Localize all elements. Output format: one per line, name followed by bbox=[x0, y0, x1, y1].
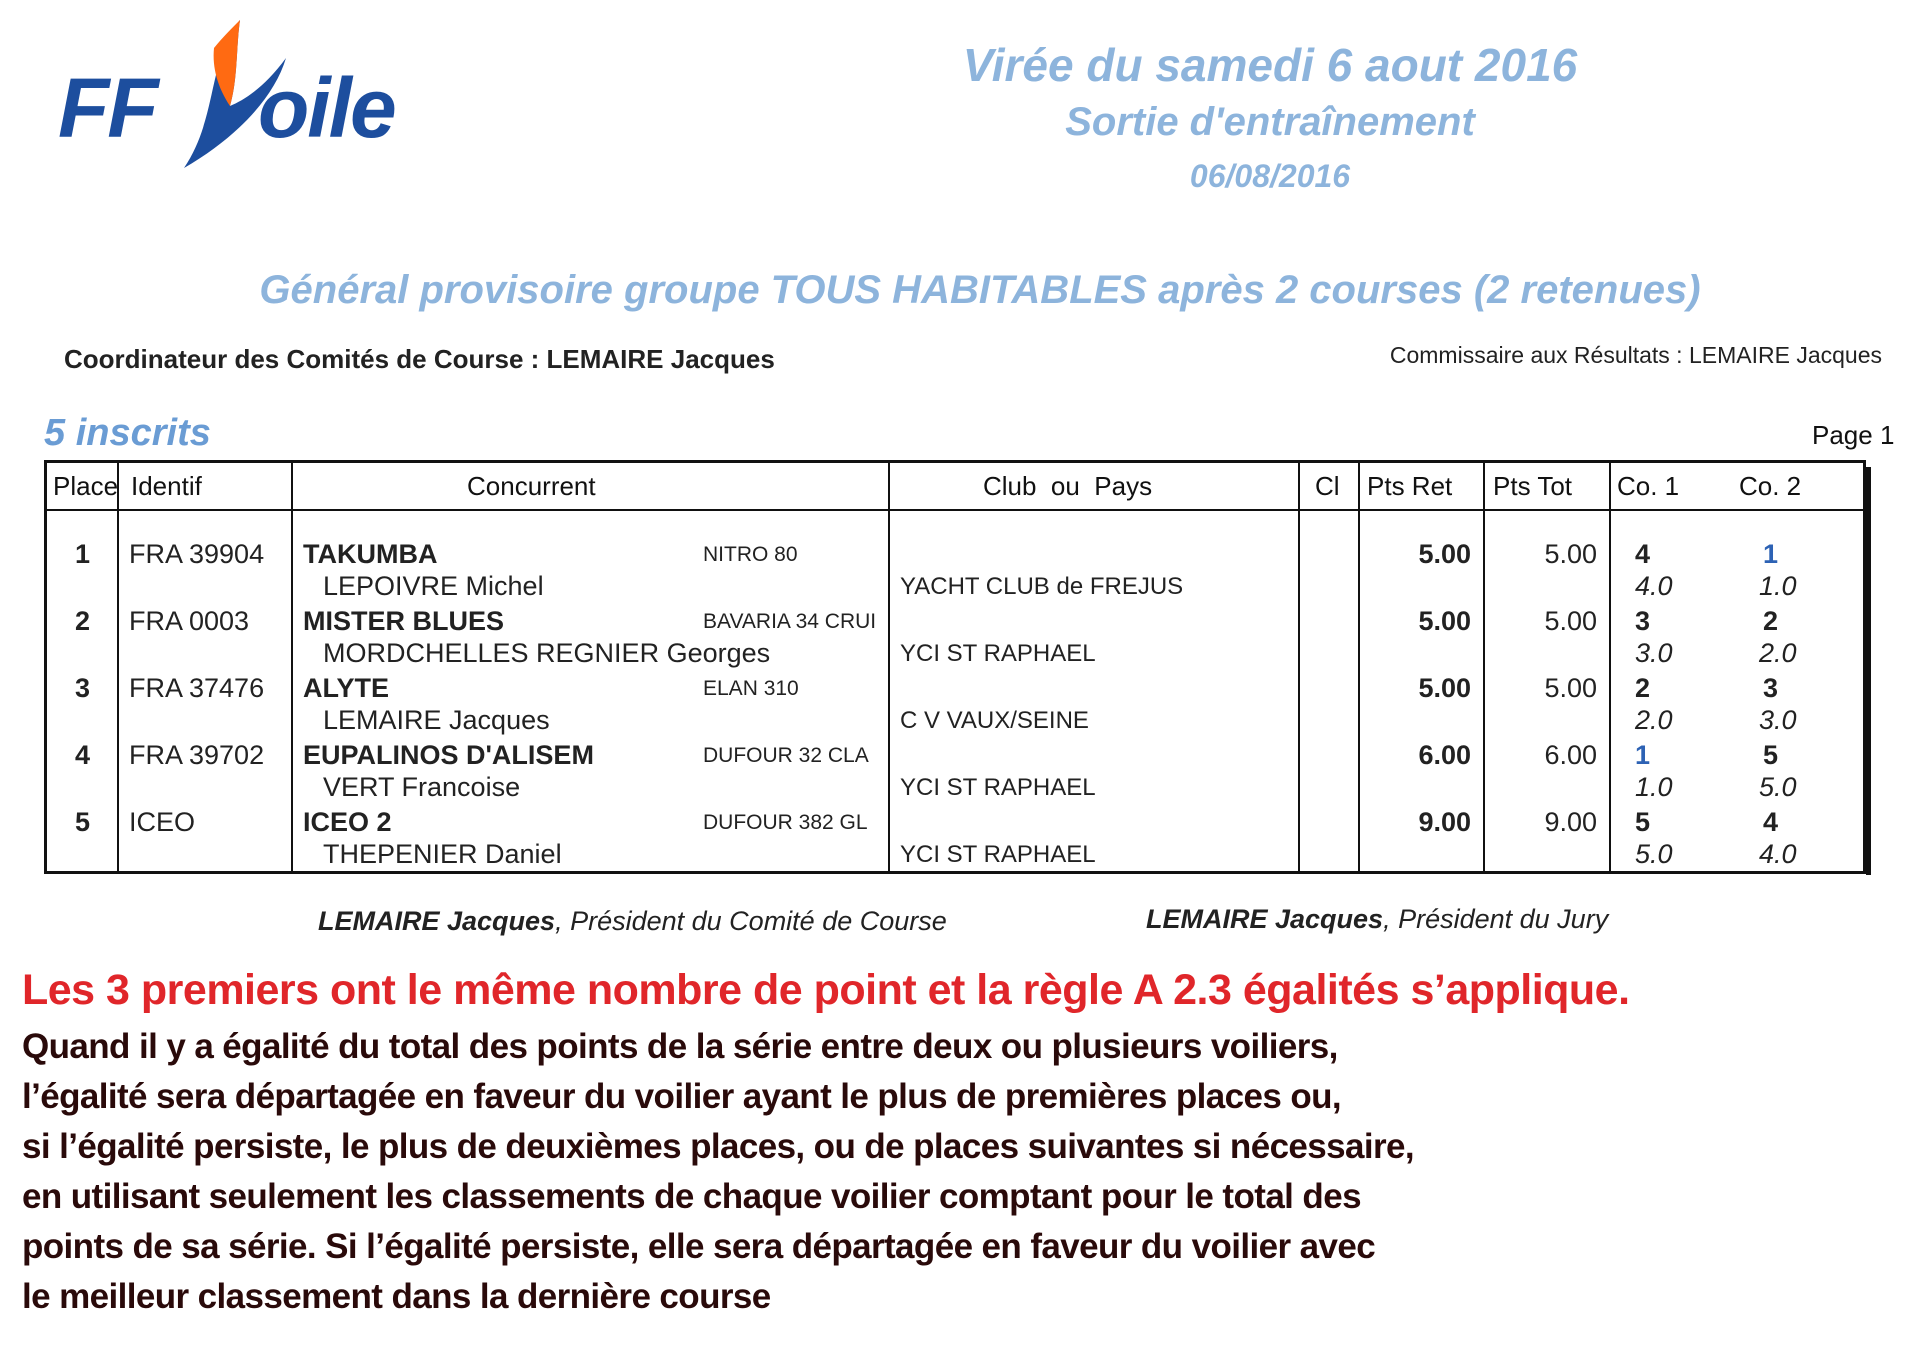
header-pts-ret: Pts Ret bbox=[1367, 471, 1453, 501]
column-divider bbox=[1358, 463, 1360, 871]
cell-identif: FRA 0003 bbox=[129, 606, 250, 636]
header-concurrent: Concurrent bbox=[467, 471, 596, 501]
table-shadow bbox=[1866, 467, 1871, 875]
cell-model: ELAN 310 bbox=[703, 677, 799, 700]
cell-co2: 3 bbox=[1763, 673, 1779, 703]
cell-place: 2 bbox=[75, 606, 91, 636]
column-divider bbox=[291, 463, 293, 871]
cell-identif: ICEO bbox=[129, 807, 196, 837]
signature-name: LEMAIRE Jacques bbox=[1146, 904, 1384, 934]
entries-count: 5 inscrits bbox=[44, 412, 211, 454]
cell-place: 3 bbox=[75, 673, 91, 703]
cell-club: C V VAUX/SEINE bbox=[900, 707, 1089, 734]
header-co2: Co. 2 bbox=[1739, 471, 1802, 501]
tie-rule-notice: Les 3 premiers ont le même nombre de point et la règle A 2.3 égalités s’applique. bbox=[22, 966, 1630, 1014]
ranking-title: Général provisoire groupe TOUS HABITABLES après 2 courses (2 retenues) bbox=[259, 268, 1701, 312]
cell-pts-tot: 9.00 bbox=[1544, 807, 1597, 837]
cell-boat: TAKUMBA bbox=[303, 539, 438, 569]
coordinator-line: Coordinateur des Comités de Course : LEMAIRE Jacques bbox=[64, 344, 775, 374]
cell-pts-ret: 5.00 bbox=[1418, 673, 1471, 703]
cell-pts-ret: 5.00 bbox=[1418, 539, 1471, 569]
header-cl: Cl bbox=[1315, 471, 1340, 501]
cell-co1-pts: 5.0 bbox=[1635, 839, 1673, 869]
cell-co2: 2 bbox=[1763, 606, 1779, 636]
cell-skipper: LEMAIRE Jacques bbox=[323, 705, 550, 735]
cell-co1: 2 bbox=[1635, 673, 1651, 703]
column-divider bbox=[1298, 463, 1300, 871]
cell-co2-pts: 1.0 bbox=[1759, 571, 1797, 601]
signature-name: LEMAIRE Jacques bbox=[318, 906, 556, 936]
column-divider bbox=[888, 463, 890, 871]
cell-boat: ICEO 2 bbox=[303, 807, 392, 837]
cell-pts-tot: 5.00 bbox=[1544, 606, 1597, 636]
explanation-line: en utilisant seulement les classements de chaque voilier comptant pour le total des bbox=[22, 1177, 1361, 1216]
commissaire-line: Commissaire aux Résultats : LEMAIRE Jacques bbox=[1389, 342, 1882, 368]
cell-co1: 1 bbox=[1635, 740, 1651, 770]
cell-co1: 4 bbox=[1635, 539, 1651, 569]
cell-co1: 3 bbox=[1635, 606, 1651, 636]
cell-pts-tot: 6.00 bbox=[1544, 740, 1597, 770]
ffvoile-logo bbox=[58, 18, 418, 168]
page-number: Page 1 bbox=[1812, 420, 1895, 450]
cell-club: YACHT CLUB de FREJUS bbox=[900, 573, 1184, 600]
cell-identif: FRA 37476 bbox=[129, 673, 265, 703]
header-pts-tot: Pts Tot bbox=[1493, 471, 1573, 501]
column-divider bbox=[1483, 463, 1485, 871]
signature-role: , Président du Jury bbox=[1383, 904, 1609, 934]
cell-co2-pts: 4.0 bbox=[1759, 839, 1797, 869]
cell-model: NITRO 80 bbox=[703, 543, 798, 566]
cell-co2-pts: 3.0 bbox=[1759, 705, 1797, 735]
column-divider bbox=[1609, 463, 1611, 871]
explanation-line: points de sa série. Si l’égalité persiste, elle sera départagée en faveur du voilier avec bbox=[22, 1227, 1376, 1266]
header-divider bbox=[47, 509, 1863, 511]
cell-skipper: THEPENIER Daniel bbox=[323, 839, 562, 869]
cell-club: YCI ST RAPHAEL bbox=[900, 841, 1096, 868]
cell-skipper: LEPOIVRE Michel bbox=[323, 571, 544, 601]
cell-skipper: VERT Francoise bbox=[323, 772, 521, 802]
cell-identif: FRA 39904 bbox=[129, 539, 265, 569]
cell-place: 5 bbox=[75, 807, 91, 837]
cell-co1: 5 bbox=[1635, 807, 1651, 837]
header-co1: Co. 1 bbox=[1617, 471, 1680, 501]
cell-club: YCI ST RAPHAEL bbox=[900, 640, 1096, 667]
cell-club: YCI ST RAPHAEL bbox=[900, 774, 1096, 801]
cell-co1-pts: 3.0 bbox=[1635, 638, 1673, 668]
cell-co2-pts: 2.0 bbox=[1759, 638, 1797, 668]
cell-boat: EUPALINOS D'ALISEM bbox=[303, 740, 594, 770]
explanation-line: le meilleur classement dans la dernière course bbox=[22, 1277, 771, 1316]
header-place: Place bbox=[53, 471, 119, 501]
event-title: Virée du samedi 6 aout 2016 bbox=[962, 39, 1578, 91]
cell-pts-ret: 6.00 bbox=[1418, 740, 1471, 770]
cell-co2: 4 bbox=[1763, 807, 1779, 837]
cell-boat: ALYTE bbox=[303, 673, 390, 703]
signature-president-jury bbox=[1146, 904, 1608, 935]
logo-text-ff: FF bbox=[58, 61, 157, 155]
cell-co1-pts: 4.0 bbox=[1635, 571, 1673, 601]
logo-text-oile: oile bbox=[258, 61, 395, 155]
explanation-line: Quand il y a égalité du total des points de la série entre deux ou plusieurs voiliers, bbox=[22, 1027, 1338, 1066]
cell-pts-ret: 5.00 bbox=[1418, 606, 1471, 636]
cell-pts-tot: 5.00 bbox=[1544, 673, 1597, 703]
explanation-line: l’égalité sera départagée en faveur du voilier ayant le plus de premières places ou, bbox=[22, 1077, 1342, 1116]
cell-co2-pts: 5.0 bbox=[1759, 772, 1797, 802]
results-table bbox=[44, 460, 1866, 874]
cell-co1-pts: 2.0 bbox=[1635, 705, 1673, 735]
tie-rule-explanation bbox=[22, 1022, 1902, 1322]
cell-pts-ret: 9.00 bbox=[1418, 807, 1471, 837]
cell-place: 1 bbox=[75, 539, 91, 569]
event-subtitle: Sortie d'entraînement bbox=[1065, 100, 1475, 144]
signature-president-comite bbox=[318, 906, 947, 937]
cell-model: BAVARIA 34 CRUI bbox=[703, 610, 877, 633]
signature-role: , Président du Comité de Course bbox=[555, 906, 947, 936]
cell-co1-pts: 1.0 bbox=[1635, 772, 1673, 802]
header-club: Club ou Pays bbox=[983, 471, 1153, 501]
cell-model: DUFOUR 32 CLA bbox=[703, 744, 869, 767]
event-date: 06/08/2016 bbox=[1189, 158, 1351, 194]
cell-co2: 1 bbox=[1763, 539, 1779, 569]
cell-co2: 5 bbox=[1763, 740, 1779, 770]
explanation-line: si l’égalité persiste, le plus de deuxièmes places, ou de places suivantes si nécessaire, bbox=[22, 1127, 1415, 1166]
cell-place: 4 bbox=[75, 740, 91, 770]
cell-model: DUFOUR 382 GL bbox=[703, 811, 868, 834]
cell-skipper: MORDCHELLES REGNIER Georges bbox=[323, 638, 771, 668]
cell-pts-tot: 5.00 bbox=[1544, 539, 1597, 569]
cell-identif: FRA 39702 bbox=[129, 740, 265, 770]
header-identif: Identif bbox=[131, 471, 202, 501]
column-divider bbox=[117, 463, 119, 871]
cell-boat: MISTER BLUES bbox=[303, 606, 505, 636]
